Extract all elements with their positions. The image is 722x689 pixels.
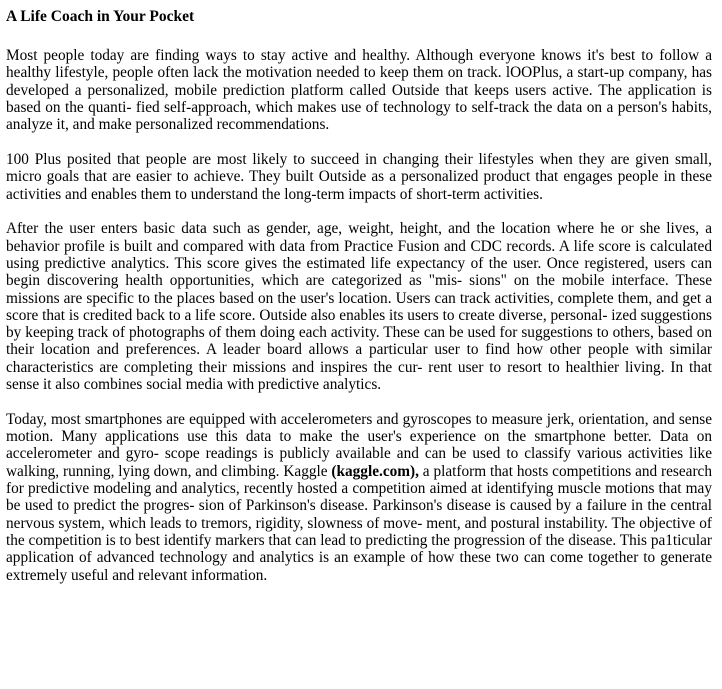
paragraph-life-score: After the user enters basic data such as gender, age, weight, height, and the location where he or she lives, a behavior profile is built and compared with data from Practice Fusion and CDC records. A life score is calculated using predictive analytics. This score gives the estimated life expectancy of the user. Once registered, users can begin discovering health opportunities, which are categorized as "mis- sions" on the mobile interface. These missions are specific to the places based on the user's location. Users can track activities, complete them, and get a score that is credited back to a life score. Outside also enables its users to create diverse, personal- ized suggestions by keeping track of photographs of them doing each activity. These can be used for suggestions to others, based on their location and preferences. A leader board allows a particular user to find how other people with similar characteristics are completing their missions and inspires the cur- rent user to resort to healthier living. In that sense it also combines social media with predictive analytics.: [6, 220, 712, 394]
paragraph-smartphones-text-a: Today, most smartphones are equipped with accelerometers and gyroscopes to measure jerk, orientation, and sense motion. Many applications use this data to make the user's experience on the smartphone better. Data on accelerometer and gyro- scope readings is publicly available and can be used to classify various activities like walking, running, lying down, and climbing. Kaggle: [6, 410, 712, 480]
paragraph-smartphones: [6, 411, 712, 584]
paragraph-intro: Most people today are finding ways to stay active and healthy. Although everyone knows it's best to follow a healthy lifestyle, people often lack the motivation needed to keep them on track. lOOPlus, a start-up company, has developed a personalized, mobile prediction platform called Outside that keeps users active. The application is based on the quanti- fied self-approach, which makes use of technology to self-track the data on a person's habits, analyze it, and make personalized recommendations.: [6, 47, 712, 134]
paragraph-micro-goals: 100 Plus posited that people are most likely to succeed in changing their lifestyles when they are given small, micro goals that are easier to achieve. They built Outside as a personalized product that engages people in these activities and enables them to understand the long-term impacts of short-term activities.: [6, 150, 712, 203]
kaggle-link-text: (kaggle.com),: [331, 462, 419, 480]
document-title: A Life Coach in Your Pocket: [6, 8, 195, 25]
paragraph-smartphones-text-b: a platform that hosts competitions and research for predictive modeling and analytics, recently hosted a competition aimed at identifying muscle motions that may be used to predict the progres- sion of Parkinson's disease. Parkinson's disease is caused by a failure in the central nervous system, which leads to tremors, rigidity, slowness of move- ment, and postural instability. The objective of the competition is to best identify markers that can lead to predicting the progression of the disease. This pa1ticular application of advanced technology and analytics is an example of how these two can come together to generate extremely useful and relevant information.: [6, 462, 712, 584]
